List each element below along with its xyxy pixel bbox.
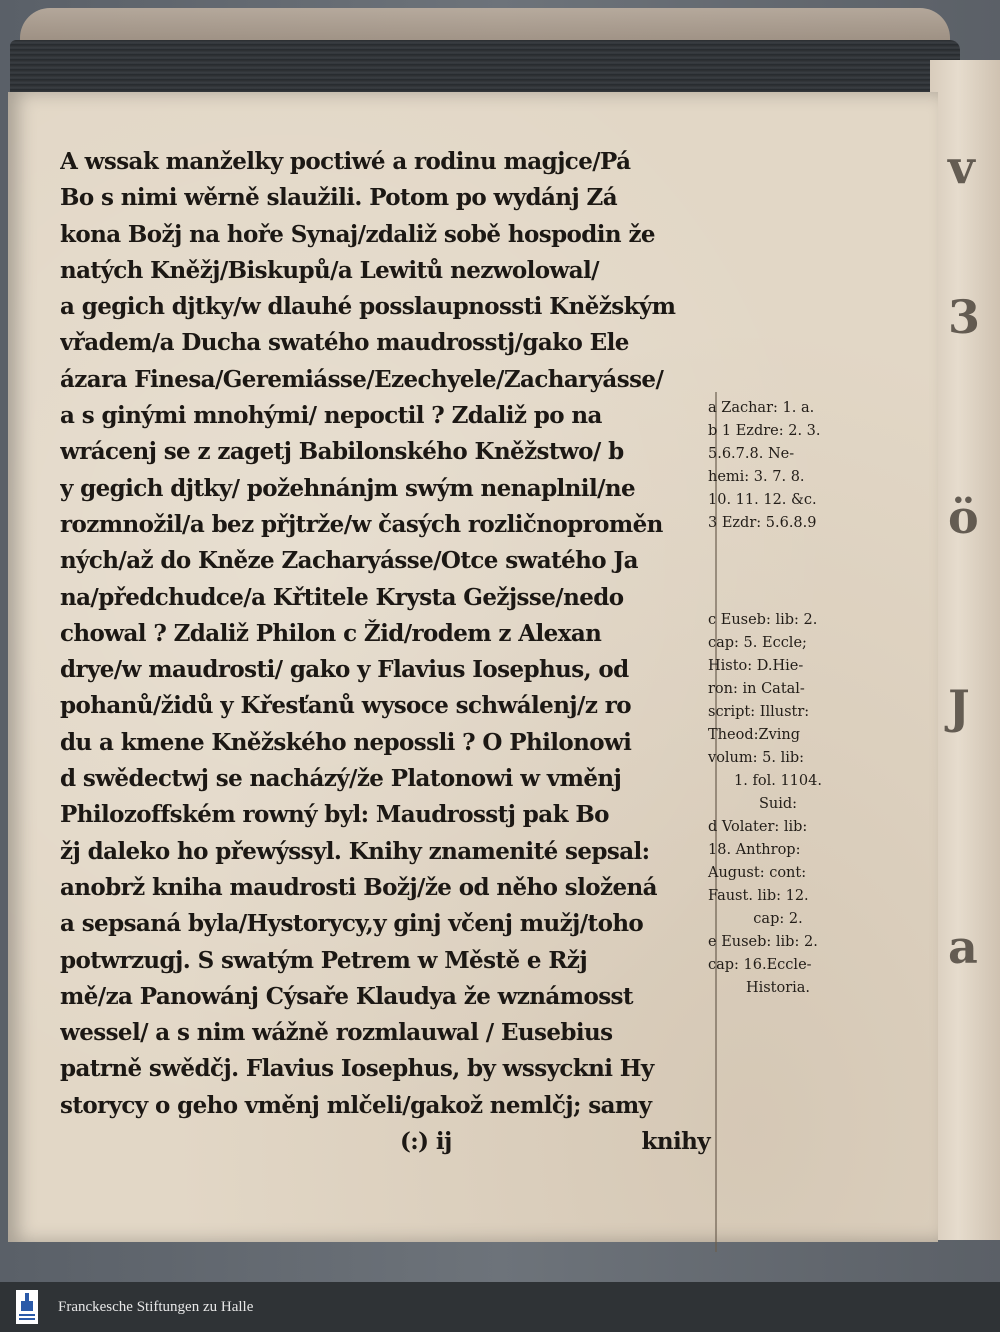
text-line: potwrzugj. S swatým Petrem w Městě e Ržj — [60, 946, 588, 974]
text-line: a sepsaná byla/Hystorycy,y ginj včenj mužj/toho — [60, 910, 644, 938]
book-page — [8, 92, 938, 1242]
text-line: ázara Finesa/Geremiásse/Ezechyele/Zacharyásse/ — [60, 365, 664, 393]
margin-note-line: August: cont: — [708, 865, 807, 881]
margin-note-line: Faust. lib: 12. — [708, 888, 809, 904]
margin-note-line: volum: 5. lib: — [708, 750, 805, 766]
margin-note-line: Theod:Zving — [708, 727, 801, 743]
franckesche-stiftungen-logo-icon — [14, 1289, 40, 1325]
text-line: wessel/ a s nim wážně rozmlauwal / Eusebius — [60, 1019, 613, 1047]
margin-note-line: hemi: 3. 7. 8. — [708, 469, 805, 485]
margin-note-line: cap: 5. Eccle; — [708, 635, 807, 651]
margin-note-line: Suid: — [758, 796, 798, 812]
text-line: mě/za Panowánj Cýsaře Klaudya že wznámosst — [60, 982, 633, 1010]
text-line: anobrž kniha maudrosti Božj/že od něho složená — [60, 873, 657, 901]
text-line: A wssak manželky poctiwé a rodinu magjce/Pá — [60, 148, 631, 175]
margin-note-line: 10. 11. 12. &c. — [708, 492, 817, 508]
margin-note-c — [708, 609, 848, 1000]
margin-note-line: cap: 16.Eccle- — [708, 957, 812, 973]
book-page-edges — [10, 40, 960, 100]
text-line: Bo s nimi wěrně slaužili. Potom po wydánj Zá — [60, 184, 618, 212]
signature-mark: (:) ij — [400, 1128, 452, 1156]
text-line: y gegich djtky/ požehnánjm swým nenaplnil/ne — [60, 474, 636, 502]
margin-note-line: script: Illustr: — [708, 704, 810, 720]
margin-note-line: e Euseb: lib: 2. — [708, 934, 818, 950]
text-line: wrácenj se z zagetj Babilonského Kněžstwo/ b — [60, 438, 624, 466]
margin-note-line: 5.6.7.8. Ne- — [708, 446, 795, 462]
text-line: chowal ? Zdaliž Philon c Žid/rodem z Alexan — [60, 619, 602, 647]
text-line: vřadem/a Ducha swatého maudrosstj/gako Ele — [60, 329, 629, 357]
facing-page-glyph: J — [948, 680, 970, 734]
text-line: a gegich djtky/w dlauhé posslaupnossti Kněžským — [60, 293, 676, 321]
main-text-block — [60, 144, 720, 1160]
text-line: a s ginými mnohými/ nepoctil ? Zdaliž po na — [60, 402, 602, 430]
text-line: kona Božj na hoře Synaj/zdaliž sobě hospodin že — [60, 220, 655, 248]
margin-note-line: 3 Ezdr: 5.6.8.9 — [708, 515, 817, 531]
text-line: na/předchudce/a Křtitele Krysta Gežjsse/nedo — [60, 583, 624, 611]
page-footer-line — [60, 1124, 720, 1160]
margin-note-line: b 1 Ezdre: 2. 3. — [708, 423, 821, 439]
catchword: knihy — [641, 1128, 710, 1156]
text-line: du a kmene Kněžského nepossli ? O Philonowi — [60, 728, 632, 756]
margin-note-line: 1. fol. 1104. — [734, 773, 822, 789]
facing-page-glyph: 3 — [948, 290, 981, 344]
text-line: patrně swědčj. Flavius Iosephus, by wssyckni Hy — [60, 1055, 654, 1083]
text-line: pohanů/židů y Křesťanů wysoce schwálenj/z ro — [60, 692, 631, 720]
margin-note-line: a Zachar: 1. a. — [708, 400, 815, 416]
margin-note-line: ron: in Catal- — [708, 681, 805, 697]
facing-page-glyph: a — [948, 920, 978, 974]
facing-page-glyph: ö — [948, 490, 979, 544]
facing-page-edge — [930, 60, 1000, 1240]
institution-label: Franckesche Stiftungen zu Halle — [58, 1298, 254, 1315]
margin-note-line: d Volater: lib: — [708, 819, 808, 835]
text-line: storycy o geho vměnj mlčeli/gakož nemlčj; samy — [60, 1091, 652, 1119]
margin-note-line: Historia. — [745, 980, 811, 996]
text-line: d swědectwj se nacházý/že Platonowi w vměnj — [60, 765, 622, 793]
margin-note-line: c Euseb: lib: 2. — [708, 612, 818, 628]
text-line: žj daleko ho přewýssyl. Knihy znamenité sepsal: — [60, 837, 650, 865]
text-line: Philozoffském rowný byl: Maudrosstj pak Bo — [60, 801, 609, 829]
footer-bar — [0, 1282, 1000, 1332]
facing-page-glyph: v — [948, 140, 975, 194]
margin-note-line: cap: 2. — [753, 911, 803, 927]
text-line: rozmnožil/a bez přjtrže/w časých rozličnoproměn — [60, 510, 663, 538]
text-line: natých Kněžj/Biskupů/a Lewitů nezwolowal/ — [60, 256, 599, 284]
margin-note-line: Histo: D.Hie- — [708, 658, 804, 674]
margin-note-a — [708, 397, 848, 535]
text-line: drye/w maudrosti/ gako y Flavius Iosephus, od — [60, 656, 629, 684]
margin-note-line: 18. Anthrop: — [708, 842, 801, 858]
text-line: ných/až do Kněze Zacharyásse/Otce swatého Ja — [60, 547, 638, 575]
